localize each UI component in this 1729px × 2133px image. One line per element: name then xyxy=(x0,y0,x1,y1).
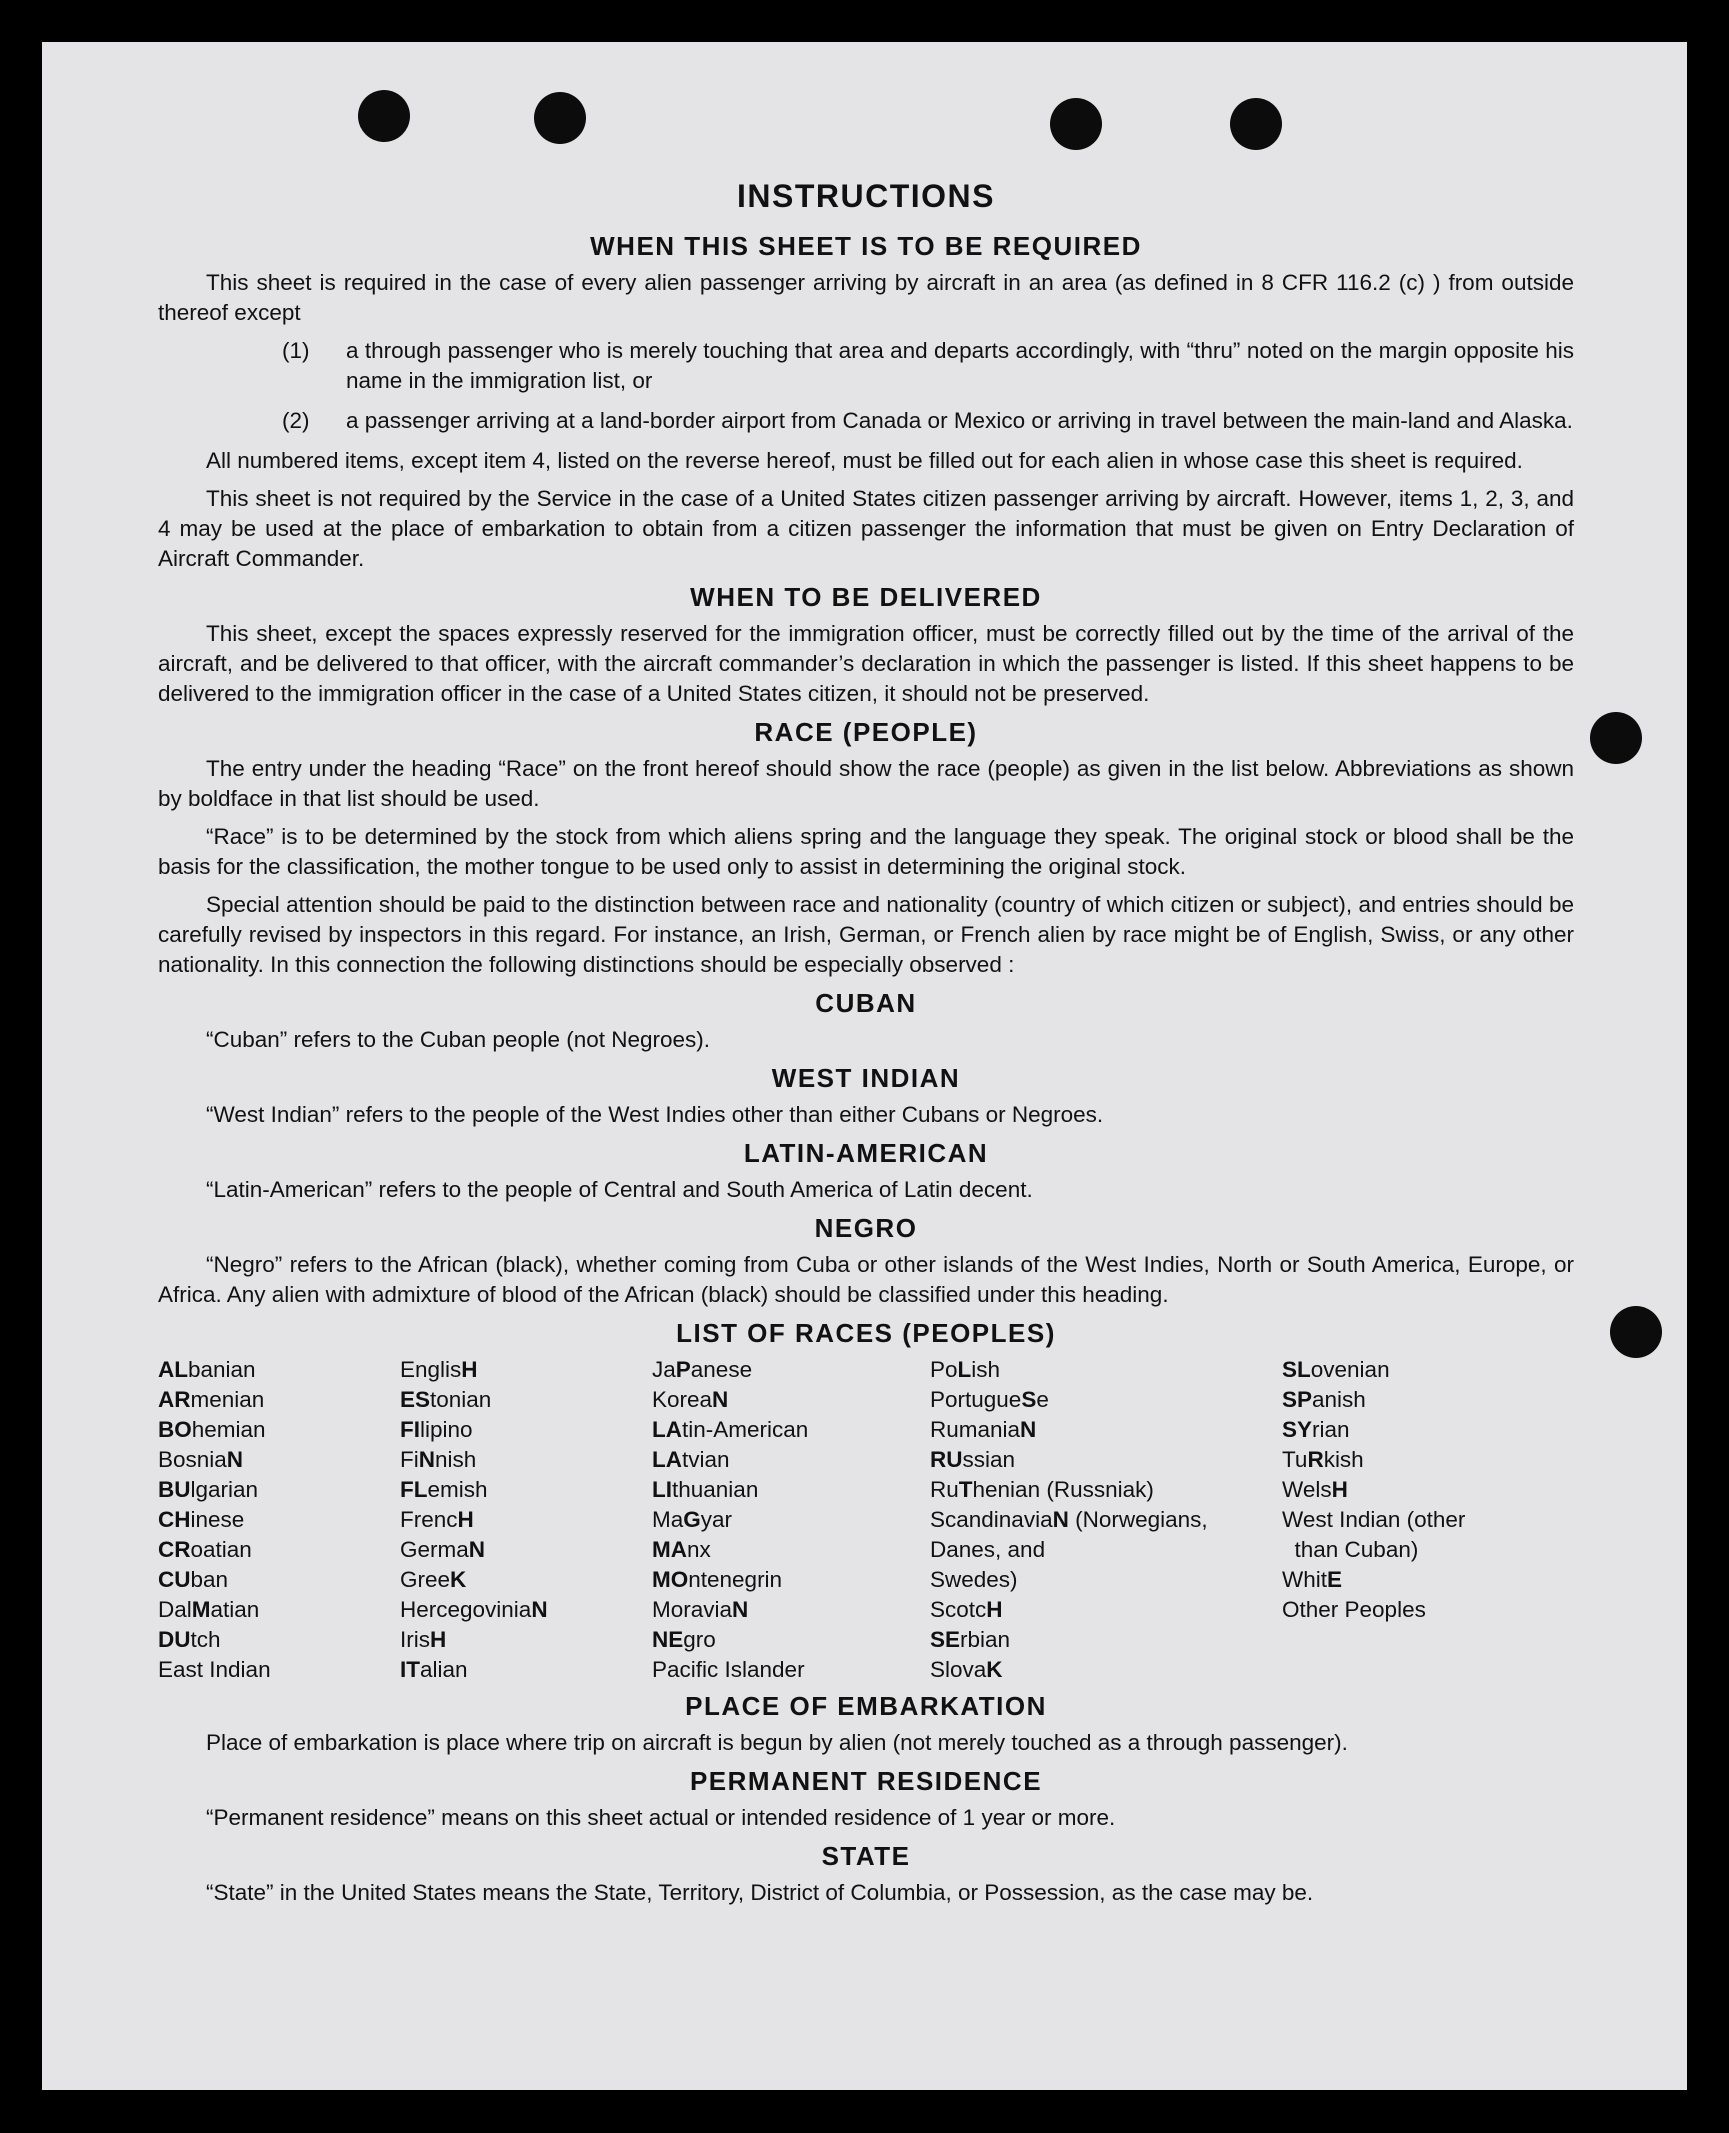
race-text: ovenian xyxy=(1310,1357,1390,1382)
race-entry xyxy=(652,1625,930,1655)
race-abbreviation: ES xyxy=(400,1387,431,1412)
race-text: Slova xyxy=(930,1657,987,1682)
race-abbreviation: CH xyxy=(158,1507,191,1532)
race-abbreviation: FI xyxy=(400,1417,420,1442)
race-entry xyxy=(158,1565,400,1595)
race-text: tin-American xyxy=(682,1417,809,1442)
race-text: rian xyxy=(1312,1417,1350,1442)
race-text: yar xyxy=(700,1507,733,1532)
race-entry xyxy=(930,1445,1282,1475)
race-column xyxy=(1282,1355,1562,1685)
race-column xyxy=(930,1355,1282,1685)
race-abbreviation: K xyxy=(986,1657,1003,1682)
race-text: anish xyxy=(1312,1387,1366,1412)
race-entry xyxy=(930,1415,1282,1445)
race-entry xyxy=(158,1415,400,1445)
race-entry xyxy=(930,1625,1282,1655)
race-text: Portugue xyxy=(930,1387,1022,1412)
race-text: tonian xyxy=(430,1387,492,1412)
race-text: Korea xyxy=(652,1387,713,1412)
race-abbreviation: CU xyxy=(158,1567,191,1592)
race-text: Frenc xyxy=(400,1507,458,1532)
item-text: a passenger arriving at a land-border airport from Canada or Mexico or arriving in travel between the main-land and Alaska. xyxy=(346,408,1573,433)
race-text: rbian xyxy=(960,1627,1011,1652)
race-entry xyxy=(1282,1535,1562,1565)
race-text: Iris xyxy=(400,1627,430,1652)
race-text: kish xyxy=(1323,1447,1364,1472)
race-column xyxy=(158,1355,400,1685)
race-text: Gree xyxy=(400,1567,451,1592)
race-entry xyxy=(158,1535,400,1565)
race-abbreviation: N xyxy=(468,1537,486,1562)
race-abbreviation: SE xyxy=(930,1627,961,1652)
race-entry xyxy=(400,1445,652,1475)
paragraph: “Race” is to be determined by the stock from which aliens spring and the language they speak. The original stock or blood shall be the basis for the classification, the mother tongue to be used only to assist in determining the original stock. xyxy=(158,824,1574,879)
race-abbreviation: S xyxy=(1021,1387,1037,1412)
race-abbreviation: SY xyxy=(1282,1417,1313,1442)
race-text: Swedes) xyxy=(930,1567,1018,1592)
race-entry xyxy=(158,1355,400,1385)
paragraph: Place of embarkation is place where trip on aircraft is begun by alien (not merely touched as a through passenger). xyxy=(206,1730,1348,1755)
race-text: Bosnia xyxy=(158,1447,227,1472)
punch-hole-5 xyxy=(1590,712,1642,764)
race-text: Fi xyxy=(400,1447,419,1472)
race-abbreviation: NE xyxy=(652,1627,684,1652)
race-text: atian xyxy=(210,1597,260,1622)
race-entry xyxy=(400,1535,652,1565)
race-abbreviation: T xyxy=(958,1477,973,1502)
paragraph: “West Indian” refers to the people of the West Indies other than either Cubans or Negroes. xyxy=(206,1102,1104,1127)
race-text: Moravia xyxy=(652,1597,733,1622)
race-abbreviation: DU xyxy=(158,1627,191,1652)
race-text: nish xyxy=(435,1447,477,1472)
heading-when-delivered: WHEN TO BE DELIVERED xyxy=(690,582,1042,612)
paragraph: “Cuban” refers to the Cuban people (not Negroes). xyxy=(206,1027,711,1052)
race-abbreviation: N xyxy=(712,1387,729,1412)
race-text: than Cuban) xyxy=(1282,1537,1419,1562)
race-text: Scotc xyxy=(930,1597,987,1622)
race-entry xyxy=(652,1445,930,1475)
race-entry xyxy=(1282,1415,1562,1445)
race-text: Ja xyxy=(652,1357,676,1382)
item-number: (1) xyxy=(282,338,310,363)
race-text: Whit xyxy=(1282,1567,1327,1592)
race-text: East Indian xyxy=(158,1657,271,1682)
race-entry xyxy=(1282,1385,1562,1415)
race-column xyxy=(400,1355,652,1685)
heading-permanent-residence: PERMANENT RESIDENCE xyxy=(689,1766,1043,1796)
race-abbreviation: N xyxy=(1052,1507,1069,1532)
race-entry xyxy=(652,1415,930,1445)
punch-hole-2 xyxy=(534,92,586,144)
race-text: alian xyxy=(420,1657,468,1682)
heading-list-of-races: LIST OF RACES (PEOPLES) xyxy=(676,1318,1056,1348)
race-entry xyxy=(652,1385,930,1415)
race-entry xyxy=(158,1475,400,1505)
race-text: Germa xyxy=(400,1537,469,1562)
race-text: oatian xyxy=(190,1537,252,1562)
heading-west-indian: WEST INDIAN xyxy=(771,1063,961,1093)
race-abbreviation: BO xyxy=(158,1417,192,1442)
paragraph: “Latin-American” refers to the people of Central and South America of Latin decent. xyxy=(206,1177,1033,1202)
race-text: nx xyxy=(687,1537,711,1562)
race-text: Ma xyxy=(652,1507,684,1532)
race-text: tch xyxy=(190,1627,221,1652)
race-text: ntenegrin xyxy=(688,1567,783,1592)
race-text: inese xyxy=(190,1507,245,1532)
paragraph: This sheet is not required by the Service in the case of a United States citizen passenger arriving by aircraft. However, items 1, 2, 3, and 4 may be used at the place of embarkation to obtain from a citizen passenger the information that must be given on Entry Declaration of Aircraft Commander. xyxy=(158,486,1574,571)
race-abbreviation: H xyxy=(430,1627,447,1652)
race-entry xyxy=(652,1505,930,1535)
race-text: (Norwegians, xyxy=(1068,1507,1208,1532)
race-abbreviation: E xyxy=(1327,1567,1343,1592)
race-entry xyxy=(158,1505,400,1535)
document-content xyxy=(158,178,1574,1916)
race-entry xyxy=(400,1475,652,1505)
race-entry xyxy=(400,1355,652,1385)
race-abbreviation: MO xyxy=(652,1567,689,1592)
item-number: (2) xyxy=(282,408,310,433)
race-entry xyxy=(930,1355,1282,1385)
race-entry xyxy=(158,1595,400,1625)
race-text: Scandinavia xyxy=(930,1507,1053,1532)
race-abbreviation: MA xyxy=(652,1537,687,1562)
paragraph: This sheet, except the spaces expressly reserved for the immigration officer, must be correctly filled out by the time of the arrival of the aircraft, and be delivered to that officer, with the aircraft commander’s declaration in which the passenger is listed. If this sheet happens to be delivered to the immigration officer in the case of a United States citizen, it should not be preserved. xyxy=(158,621,1574,706)
race-abbreviation: N xyxy=(531,1597,548,1622)
race-abbreviation: H xyxy=(457,1507,474,1532)
race-abbreviation: N xyxy=(418,1447,435,1472)
race-entry xyxy=(158,1385,400,1415)
race-entry xyxy=(930,1565,1282,1595)
race-entry xyxy=(652,1595,930,1625)
race-entry xyxy=(652,1475,930,1505)
heading-place-of-embarkation: PLACE OF EMBARKATION xyxy=(685,1691,1047,1721)
race-text: anese xyxy=(690,1357,753,1382)
race-text: thuanian xyxy=(672,1477,759,1502)
heading-when-required: WHEN THIS SHEET IS TO BE REQUIRED xyxy=(590,231,1142,261)
race-abbreviation: N xyxy=(226,1447,244,1472)
punch-hole-6 xyxy=(1610,1306,1662,1358)
race-text: tvian xyxy=(682,1447,730,1472)
race-abbreviation: FL xyxy=(400,1477,428,1502)
race-text: gro xyxy=(683,1627,716,1652)
race-text: Ru xyxy=(930,1477,959,1502)
race-text: Hercegovinia xyxy=(400,1597,532,1622)
race-entry xyxy=(158,1655,400,1685)
race-entry xyxy=(1282,1505,1562,1535)
page-title: INSTRUCTIONS xyxy=(737,178,995,214)
race-entry xyxy=(400,1625,652,1655)
race-entry xyxy=(652,1355,930,1385)
paragraph: “Permanent residence” means on this sheet actual or intended residence of 1 year or more. xyxy=(206,1805,1116,1830)
heading-race: RACE (PEOPLE) xyxy=(754,717,978,747)
race-abbreviation: SP xyxy=(1282,1387,1313,1412)
race-text: emish xyxy=(427,1477,488,1502)
race-entry xyxy=(1282,1355,1562,1385)
race-abbreviation: N xyxy=(1020,1417,1037,1442)
race-entry xyxy=(930,1655,1282,1685)
race-text: Englis xyxy=(400,1357,462,1382)
race-abbreviation: R xyxy=(1307,1447,1324,1472)
race-text: Pacific Islander xyxy=(652,1657,805,1682)
race-entry xyxy=(158,1445,400,1475)
race-abbreviation: LA xyxy=(652,1447,682,1472)
race-entry xyxy=(1282,1475,1562,1505)
race-entry xyxy=(1282,1565,1562,1595)
punch-hole-4 xyxy=(1230,98,1282,150)
race-text: menian xyxy=(190,1387,265,1412)
punch-hole-3 xyxy=(1050,98,1102,150)
race-entry xyxy=(652,1655,930,1685)
race-text: hemian xyxy=(191,1417,266,1442)
race-abbreviation: CR xyxy=(158,1537,191,1562)
race-entry xyxy=(930,1475,1282,1505)
race-abbreviation: LA xyxy=(652,1417,682,1442)
race-abbreviation: P xyxy=(675,1357,691,1382)
race-abbreviation: M xyxy=(191,1597,211,1622)
race-list xyxy=(158,1355,1574,1685)
race-text: ish xyxy=(971,1357,1001,1382)
race-text: Po xyxy=(930,1357,958,1382)
race-text: ssian xyxy=(962,1447,1016,1472)
race-entry xyxy=(1282,1595,1562,1625)
heading-negro: NEGRO xyxy=(814,1213,918,1243)
heading-cuban: CUBAN xyxy=(815,988,917,1018)
race-entry xyxy=(158,1625,400,1655)
race-text: lipino xyxy=(420,1417,473,1442)
race-text: Dal xyxy=(158,1597,192,1622)
paragraph: All numbered items, except item 4, listed on the reverse hereof, must be filled out for each alien in whose case this sheet is required. xyxy=(206,448,1523,473)
race-text: Other Peoples xyxy=(1282,1597,1426,1622)
race-entry xyxy=(930,1595,1282,1625)
race-abbreviation: H xyxy=(986,1597,1003,1622)
numbered-item xyxy=(158,336,1574,396)
race-abbreviation: H xyxy=(461,1357,478,1382)
race-abbreviation: L xyxy=(957,1357,972,1382)
race-abbreviation: LI xyxy=(652,1477,672,1502)
heading-state: STATE xyxy=(821,1841,911,1871)
race-entry xyxy=(400,1655,652,1685)
race-text: Danes, and xyxy=(930,1537,1046,1562)
race-entry xyxy=(930,1505,1282,1535)
race-abbreviation: RU xyxy=(930,1447,963,1472)
race-text: West Indian (other xyxy=(1282,1507,1466,1532)
paragraph: This sheet is required in the case of every alien passenger arriving by aircraft in an area (as defined in 8 CFR 116.2 (c) ) from outside thereof except xyxy=(158,270,1574,325)
punch-hole-1 xyxy=(358,90,410,142)
race-text: henian (Russniak) xyxy=(972,1477,1154,1502)
race-text: Tu xyxy=(1282,1447,1308,1472)
race-entry xyxy=(400,1565,652,1595)
race-text: Rumania xyxy=(930,1417,1021,1442)
item-text: a through passenger who is merely touching that area and departs accordingly, with “thru” noted on the margin opposite his name in the immigration list, or xyxy=(346,338,1574,393)
race-column xyxy=(652,1355,930,1685)
race-abbreviation: AL xyxy=(158,1357,188,1382)
race-abbreviation: N xyxy=(732,1597,749,1622)
numbered-item xyxy=(158,406,1574,436)
race-text: lgarian xyxy=(190,1477,259,1502)
race-text: e xyxy=(1036,1387,1049,1412)
race-entry xyxy=(400,1595,652,1625)
race-text: Wels xyxy=(1282,1477,1332,1502)
race-entry xyxy=(400,1505,652,1535)
race-abbreviation: AR xyxy=(158,1387,191,1412)
race-entry xyxy=(400,1415,652,1445)
race-entry xyxy=(652,1565,930,1595)
race-entry xyxy=(400,1385,652,1415)
heading-latin-american: LATIN-AMERICAN xyxy=(743,1138,989,1168)
race-entry xyxy=(930,1385,1282,1415)
race-abbreviation: SL xyxy=(1282,1357,1311,1382)
paragraph: “Negro” refers to the African (black), whether coming from Cuba or other islands of the West Indies, North or South America, Europe, or Africa. Any alien with admixture of blood of the African (black) should be classified under this heading. xyxy=(158,1252,1574,1307)
race-entry xyxy=(930,1535,1282,1565)
paragraph: “State” in the United States means the State, Territory, District of Columbia, or Possession, as the case may be. xyxy=(206,1880,1314,1905)
race-abbreviation: G xyxy=(683,1507,701,1532)
race-abbreviation: H xyxy=(1331,1477,1348,1502)
race-text: banian xyxy=(188,1357,256,1382)
race-abbreviation: BU xyxy=(158,1477,191,1502)
race-entry xyxy=(1282,1445,1562,1475)
race-entry xyxy=(652,1535,930,1565)
document-page xyxy=(42,42,1687,2090)
paragraph: The entry under the heading “Race” on the front hereof should show the race (people) as given in the list below. Abbreviations as shown by boldface in that list should be used. xyxy=(158,756,1574,811)
paragraph: Special attention should be paid to the distinction between race and nationality (country of which citizen or subject), and entries should be carefully revised by inspectors in this regard. For instance, an Irish, German, or French alien by race might be of English, Swiss, or any other nationality. In this connection the following distinctions should be especially observed : xyxy=(158,892,1574,977)
race-abbreviation: K xyxy=(450,1567,467,1592)
race-abbreviation: IT xyxy=(400,1657,420,1682)
race-text: ban xyxy=(190,1567,229,1592)
